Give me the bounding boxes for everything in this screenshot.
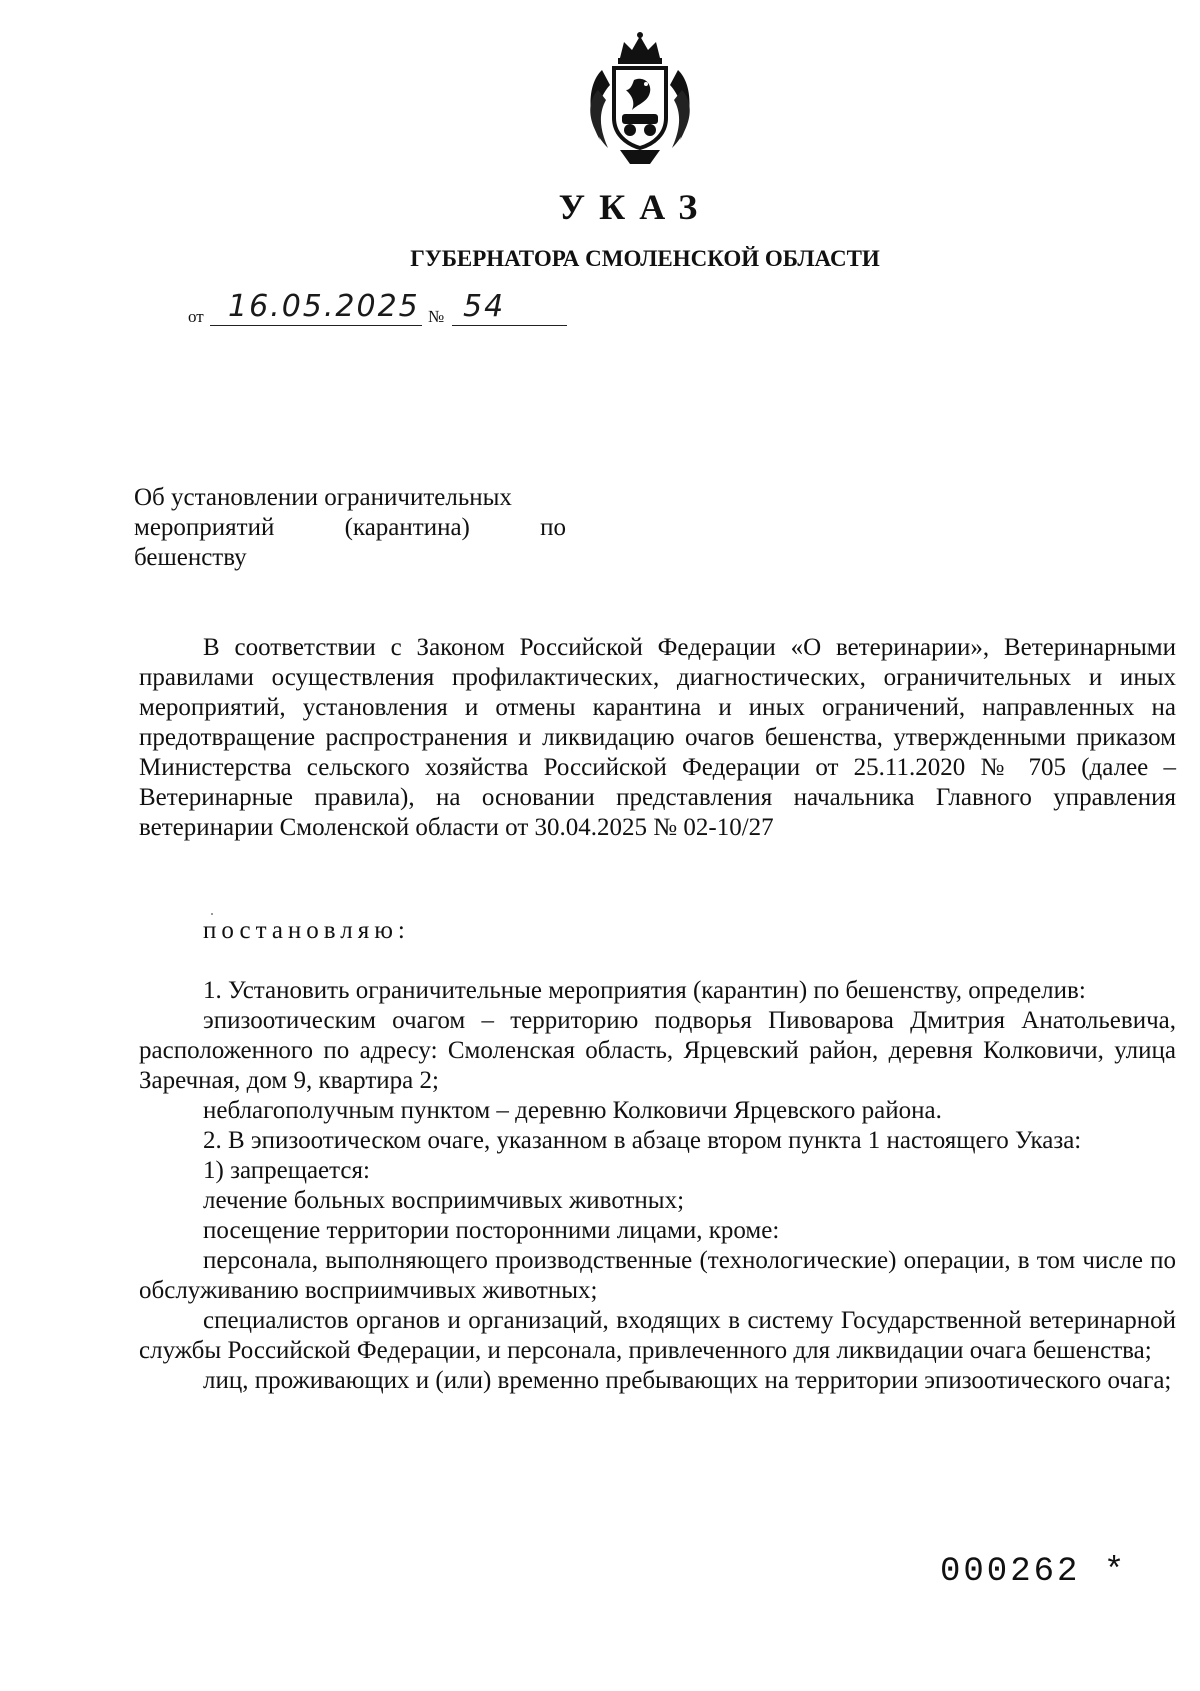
decree-subject xyxy=(134,483,566,573)
decree-points xyxy=(139,976,1176,1396)
subject-line-1: Об установлении ограничительных xyxy=(134,484,512,511)
document-title: УКАЗ xyxy=(558,187,712,227)
scan-speck xyxy=(211,913,213,915)
date-label: от xyxy=(188,307,204,326)
number-handwritten: 54 xyxy=(463,289,506,324)
paragraph: посещение территории посторонними лицами, кроме: xyxy=(203,1217,780,1244)
paragraph: специалистов органов и организаций, входящих в систему Государственной ветеринарной службы Российской Федерации, и персонала, привлеченного для ликвидации очага бешенства; xyxy=(139,1307,1176,1364)
decree-word: постановляю: xyxy=(203,917,410,944)
serial-number: 000262 * xyxy=(940,1553,1128,1591)
number-underline xyxy=(452,325,567,326)
paragraph: неблагополучным пунктом – деревню Колковичи Ярцевского района. xyxy=(203,1097,942,1124)
preamble-text: В соответствии с Законом Российской Федерации «О ветеринарии», Ветеринарными правилами осуществления профилактических, диагностических, ограничительных и иных мероприятий, установления и отмены карантина и иных ограничений, направленных на предотвращение распространения и ликвидацию очагов бешенства, утвержденными приказом Министерства сельского хозяйства Российской Федерации от 25.11.2020 № 705 (далее – Ветеринарные правила), на основании представления начальника Главного управления ветеринарии Смоленской области от 30.04.2025 № 02-10/27 xyxy=(139,634,1176,841)
smolensk-coat-of-arms-icon xyxy=(580,30,700,170)
decree-word-block xyxy=(139,916,1176,946)
date-underline xyxy=(210,325,422,326)
paragraph: лечение больных восприимчивых животных; xyxy=(203,1187,685,1214)
preamble xyxy=(139,633,1176,843)
paragraph: лиц, проживающих и (или) временно пребывающих на территории эпизоотического очага; xyxy=(203,1367,1172,1394)
paragraph: персонала, выполняющего производственные (технологические) операции, в том числе по обслуживанию восприимчивых животных; xyxy=(139,1247,1176,1304)
document-issuer: ГУБЕРНАТОРА СМОЛЕНСКОЙ ОБЛАСТИ xyxy=(410,246,880,271)
paragraph: 1. Установить ограничительные мероприятия (карантин) по бешенству, определив: xyxy=(203,977,1086,1004)
paragraph: 2. В эпизоотическом очаге, указанном в абзаце втором пункта 1 настоящего Указа: xyxy=(203,1127,1082,1154)
paragraph: 1) запрещается: xyxy=(203,1157,370,1184)
paragraph: эпизоотическим очагом – территорию подворья Пивоварова Дмитрия Анатольевича, расположенного по адресу: Смоленская область, Ярцевский район, деревня Колковичи, улица Заречная, дом 9, квартира 2; xyxy=(139,1007,1176,1094)
number-label: № xyxy=(428,307,445,326)
date-handwritten: 16.05.2025 xyxy=(228,289,420,324)
subject-line-2: мероприятий (карантина) по xyxy=(134,514,566,541)
subject-line-3: бешенству xyxy=(134,544,247,571)
